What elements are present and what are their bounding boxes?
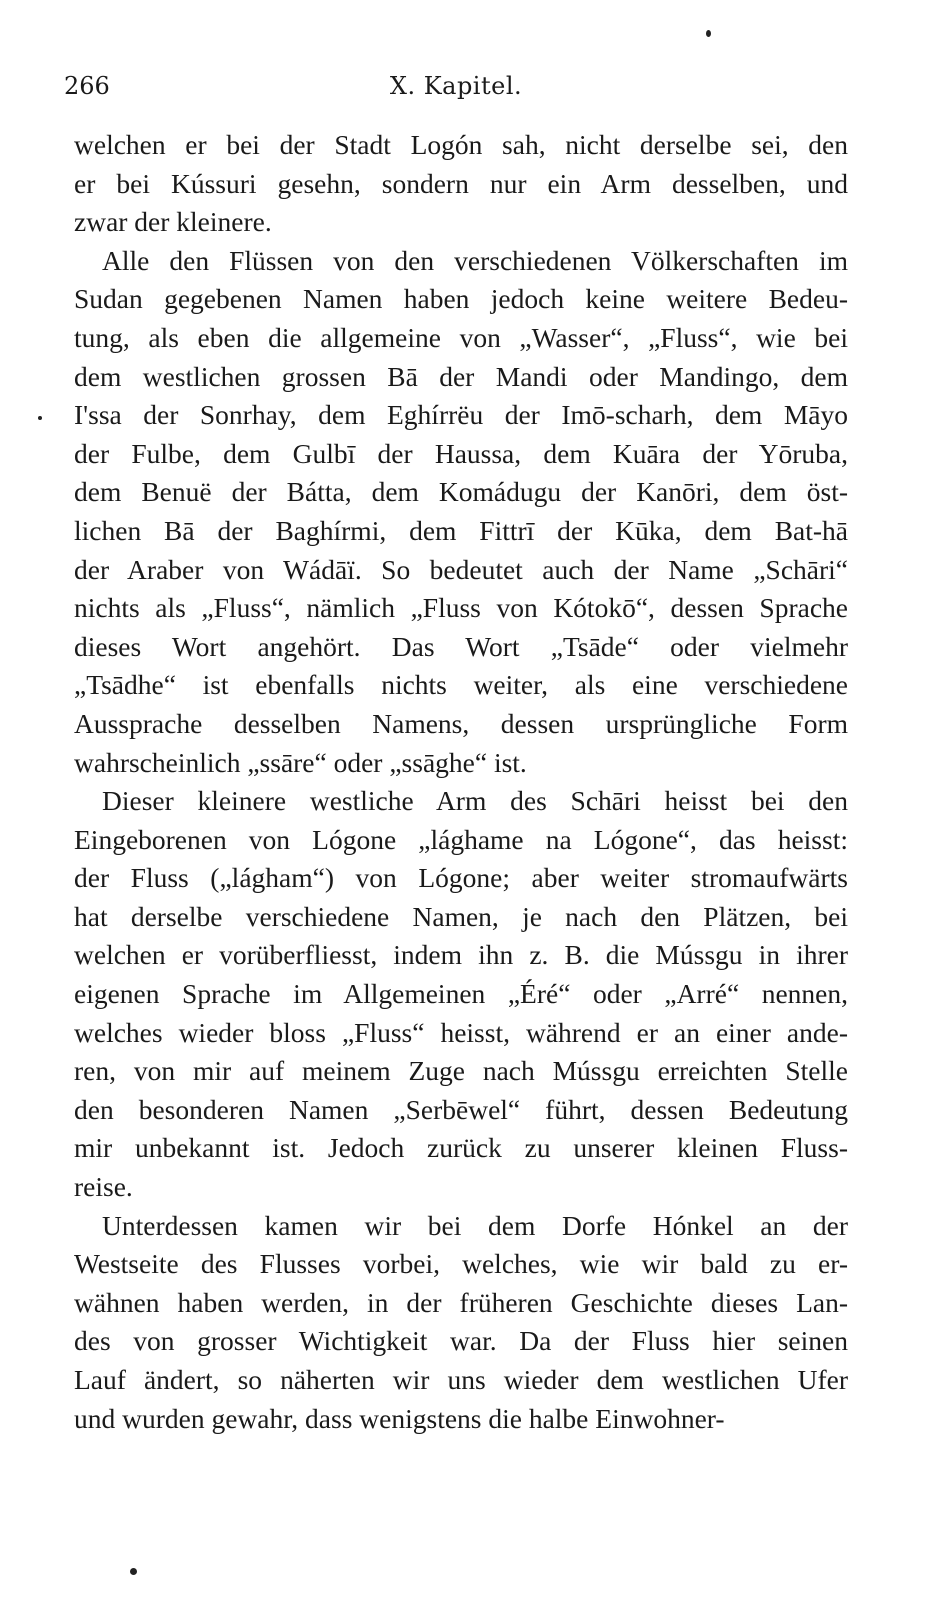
page-header	[64, 72, 848, 108]
text-line: Dieser kleinere westliche Arm des Schāri heisst bei den	[102, 785, 848, 817]
text-line: den besonderen Namen „Serbēwel“ führt, dessen Bedeutung	[74, 1093, 848, 1125]
text-line: er bei Kússuri gesehn, sondern nur ein Arm desselben, und	[74, 167, 848, 199]
text-line: Aussprache desselben Namens, dessen ursprüngliche Form	[74, 707, 848, 739]
text-line: der Fulbe, dem Gulbī der Haussa, dem Kuāra der Yōruba,	[74, 437, 848, 469]
text-line: und wurden gewahr, dass wenigstens die halbe Einwohner-	[74, 1402, 725, 1434]
text-line: wähnen haben werden, in der früheren Geschichte dieses Lan-	[74, 1286, 848, 1318]
text-line: des von grosser Wichtigkeit war. Da der Fluss hier seinen	[74, 1325, 848, 1357]
ink-speck	[38, 416, 42, 420]
text-line: Alle den Flüssen von den verschiedenen Völkerschaften im	[102, 244, 848, 276]
text-line: der Araber von Wádāï. So bedeutet auch der Name „Schāri“	[74, 553, 848, 585]
paragraph	[74, 1207, 848, 1439]
text-line: welchen er vorüberfliesst, indem ihn z. B. die Mússgu in ihrer	[74, 939, 848, 971]
text-line: Eingeborenen von Lógone „lághame na Lógone“, das heisst:	[74, 823, 848, 855]
text-line: welches wieder bloss „Fluss“ heisst, während er an einer ande-	[74, 1016, 848, 1048]
text-line: tung, als eben die allgemeine von „Wasser“, „Fluss“, wie bei	[74, 321, 848, 353]
page-number: 266	[64, 72, 110, 100]
paragraph	[74, 782, 848, 1207]
text-line: welchen er bei der Stadt Logón sah, nicht derselbe sei, den	[74, 129, 848, 160]
body-text	[74, 126, 848, 1438]
text-line: Lauf ändert, so näherten wir uns wieder dem westlichen Ufer	[74, 1364, 848, 1395]
paragraph	[74, 242, 848, 782]
text-line: „Tsādhe“ ist ebenfalls nichts weiter, als eine verschiedene	[74, 669, 848, 701]
text-line: zwar der kleinere.	[74, 206, 272, 238]
text-line: Unterdessen kamen wir bei dem Dorfe Hónkel an der	[102, 1209, 848, 1241]
text-line: dem Benuë der Bátta, dem Komádugu der Kanōri, dem öst-	[74, 476, 848, 508]
text-line: Westseite des Flusses vorbei, welches, wie wir bald zu er-	[74, 1248, 848, 1280]
text-line: der Fluss („lágham“) von Lógone; aber weiter stromaufwärts	[74, 862, 848, 894]
running-title: X. Kapitel.	[389, 72, 523, 100]
text-line: hat derselbe verschiedene Namen, je nach den Plätzen, bei	[74, 900, 848, 932]
ink-speck	[130, 1568, 137, 1575]
text-line: reise.	[74, 1171, 133, 1203]
text-line: lichen Bā der Baghírmi, dem Fittrī der Kūka, dem Bat-hā	[74, 514, 848, 546]
text-line: eigenen Sprache im Allgemeinen „Éré“ oder „Arré“ nennen,	[74, 978, 848, 1010]
text-line: dem westlichen grossen Bā der Mandi oder Mandingo, dem	[74, 360, 848, 392]
text-line: ren, von mir auf meinem Zuge nach Mússgu erreichten Stelle	[74, 1055, 848, 1087]
text-line: wahrscheinlich „ssāre“ oder „ssāghe“ ist.	[74, 746, 527, 778]
text-line: I'ssa der Sonrhay, dem Eghírrëu der Imō-scharh, dem Māyo	[74, 399, 848, 431]
ink-speck	[706, 30, 711, 37]
text-line: dieses Wort angehört. Das Wort „Tsāde“ oder vielmehr	[74, 630, 848, 662]
text-line: mir unbekannt ist. Jedoch zurück zu unserer kleinen Fluss-	[74, 1132, 848, 1164]
paragraph	[74, 126, 848, 242]
text-line: nichts als „Fluss“, nämlich „Fluss von Kótokō“, dessen Sprache	[74, 592, 848, 624]
text-line: Sudan gegebenen Namen haben jedoch keine weitere Bedeu-	[74, 283, 848, 315]
